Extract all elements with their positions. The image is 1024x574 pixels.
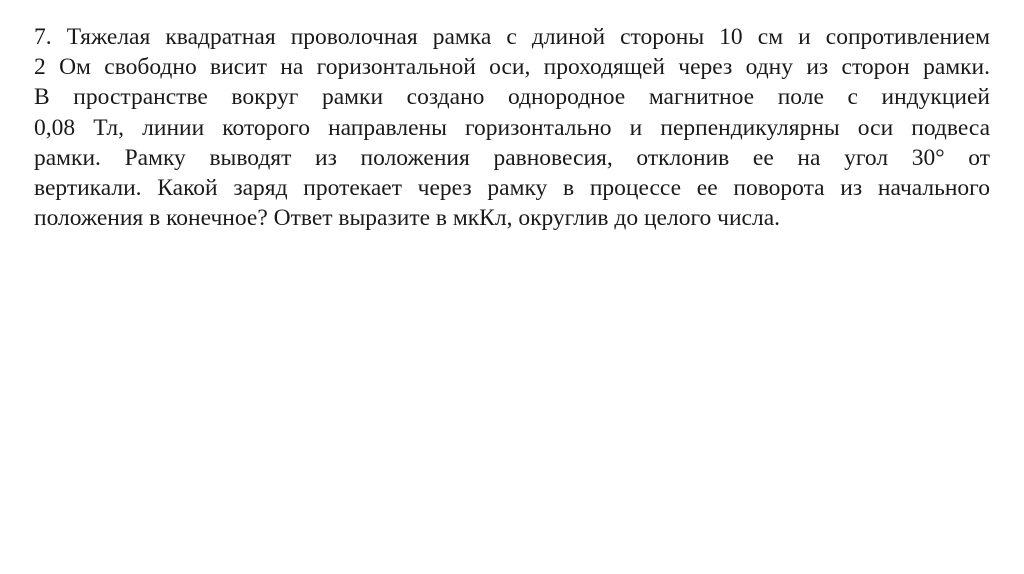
problem-text [34, 22, 990, 233]
problem-line: В пространстве вокруг рамки создано однородное магнитное поле с индукцией [34, 84, 990, 111]
problem-line: положения в конечное? Ответ выразите в мкКл, округлив до целого числа. [34, 205, 780, 232]
problem-line: 7. Тяжелая квадратная проволочная рамка с длиной стороны 10 см и сопротивлением [34, 24, 990, 50]
problem-line: 0,08 Тл, линии которого направлены горизонтально и перпендикулярны оси подвеса [34, 114, 990, 141]
problem-line: 2 Ом свободно висит на горизонтальной оси, проходящей через одну из сторон рамки. [34, 54, 990, 81]
problem-line: вертикали. Какой заряд протекает через рамку в процессе ее поворота из начального [34, 175, 990, 202]
problem-line: рамки. Рамку выводят из положения равновесия, отклонив ее на угол 30° от [34, 144, 990, 171]
